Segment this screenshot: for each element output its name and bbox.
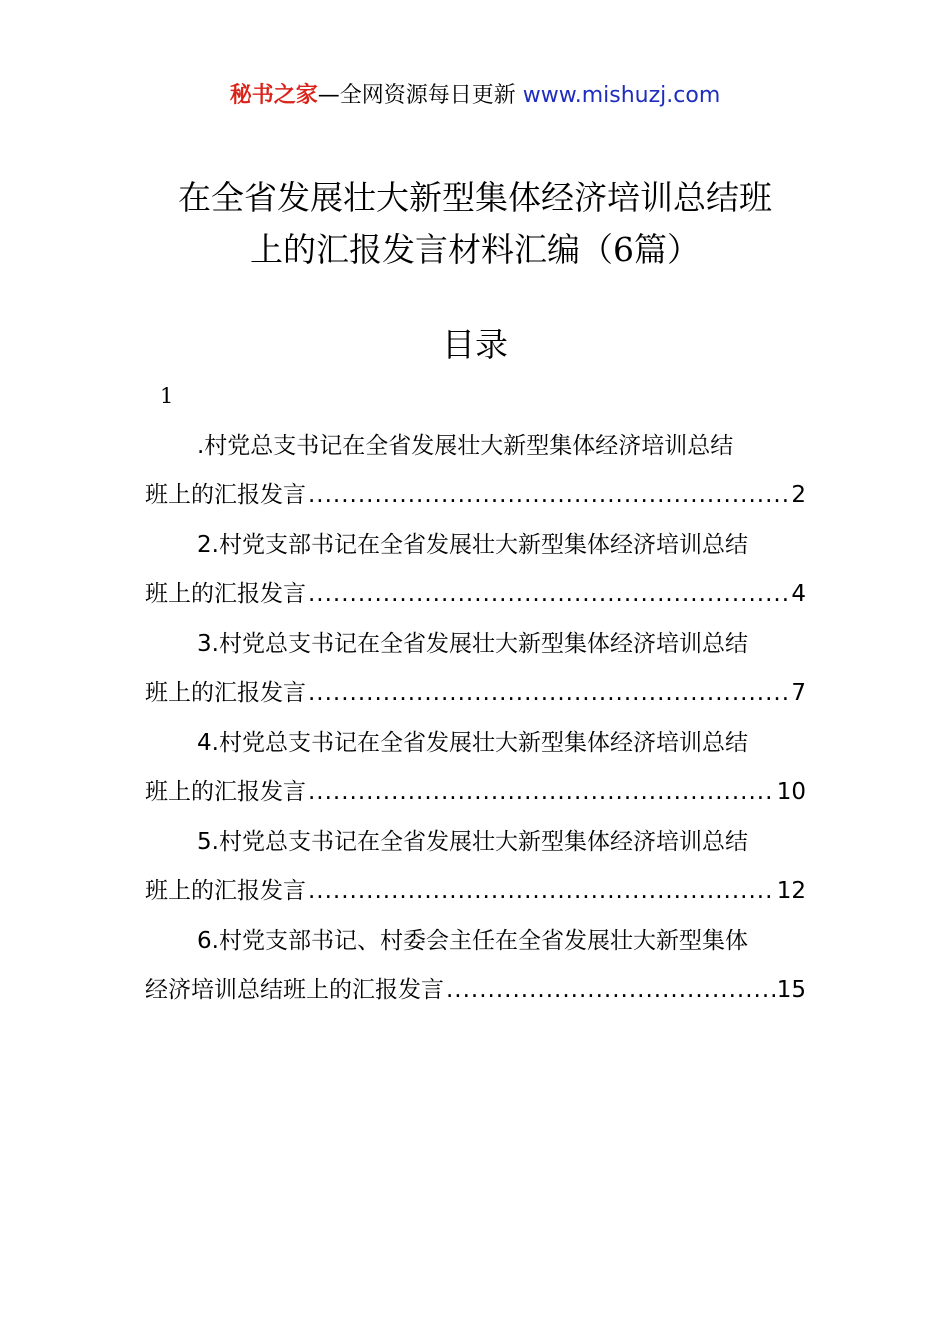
title-line-1: 在全省发展壮大新型集体经济培训总结班 — [178, 178, 772, 217]
toc-entry-3[interactable] — [145, 619, 806, 718]
toc-entry-continuation — [145, 570, 806, 619]
toc-entry-2[interactable] — [145, 520, 806, 619]
site-url[interactable]: www.mishuzj.com — [522, 83, 721, 108]
title-article-count: 6 — [613, 230, 634, 269]
toc-entry-title: .村党总支书记在全省发展壮大新型集体经济培训总结 — [197, 433, 734, 459]
dot-leader — [306, 471, 789, 520]
title-line-2 — [100, 224, 850, 276]
toc-entry-title: 6.村党支部书记、村委会主任在全省发展壮大新型集体 — [197, 928, 748, 954]
title-line-2-suffix: 篇） — [634, 230, 700, 269]
toc-stray-number: 1 — [160, 384, 174, 408]
toc-entry-title: 3.村党总支书记在全省发展壮大新型集体经济培训总结 — [197, 631, 748, 657]
brand-name: 秘书之家 — [229, 83, 318, 108]
dot-leader — [306, 570, 789, 619]
dot-leader — [306, 768, 775, 817]
dot-leader — [306, 669, 789, 718]
toc-entry-title: 5.村党总支书记在全省发展壮大新型集体经济培训总结 — [197, 829, 748, 855]
table-of-contents — [145, 421, 806, 1015]
header-tagline: —全网资源每日更新 — [317, 83, 523, 108]
toc-heading: 目录 — [442, 325, 508, 364]
site-header — [0, 80, 950, 112]
toc-entry-continuation — [145, 768, 806, 817]
toc-entry-continuation — [145, 867, 806, 916]
toc-entry-5[interactable] — [145, 817, 806, 916]
toc-page-number: 7 — [791, 680, 806, 706]
toc-entry-1[interactable] — [145, 421, 806, 520]
document-title — [100, 172, 850, 276]
toc-entry-title: 4.村党总支书记在全省发展壮大新型集体经济培训总结 — [197, 730, 748, 756]
title-line-2-prefix: 上的汇报发言材料汇编（ — [250, 230, 613, 269]
toc-entry-continuation — [145, 669, 806, 718]
dot-leader — [306, 867, 775, 916]
toc-entry-continuation — [145, 471, 806, 520]
toc-entry-title-end: 班上的汇报发言 — [145, 878, 306, 904]
toc-page-number: 15 — [776, 977, 806, 1003]
toc-entry-title: 2.村党支部书记在全省发展壮大新型集体经济培训总结 — [197, 532, 748, 558]
toc-page-number: 2 — [791, 482, 806, 508]
toc-entry-continuation — [145, 966, 806, 1015]
toc-entry-title-end: 班上的汇报发言 — [145, 581, 306, 607]
toc-page-number: 10 — [776, 779, 806, 805]
toc-entry-title-end: 班上的汇报发言 — [145, 779, 306, 805]
toc-entry-title-end: 班上的汇报发言 — [145, 680, 306, 706]
toc-entry-title-end: 经济培训总结班上的汇报发言 — [145, 977, 444, 1003]
toc-page-number: 4 — [791, 581, 806, 607]
toc-entry-4[interactable] — [145, 718, 806, 817]
toc-entry-6[interactable] — [145, 916, 806, 1015]
toc-entry-title-end: 班上的汇报发言 — [145, 482, 306, 508]
dot-leader — [444, 966, 775, 1015]
toc-page-number: 12 — [776, 878, 806, 904]
